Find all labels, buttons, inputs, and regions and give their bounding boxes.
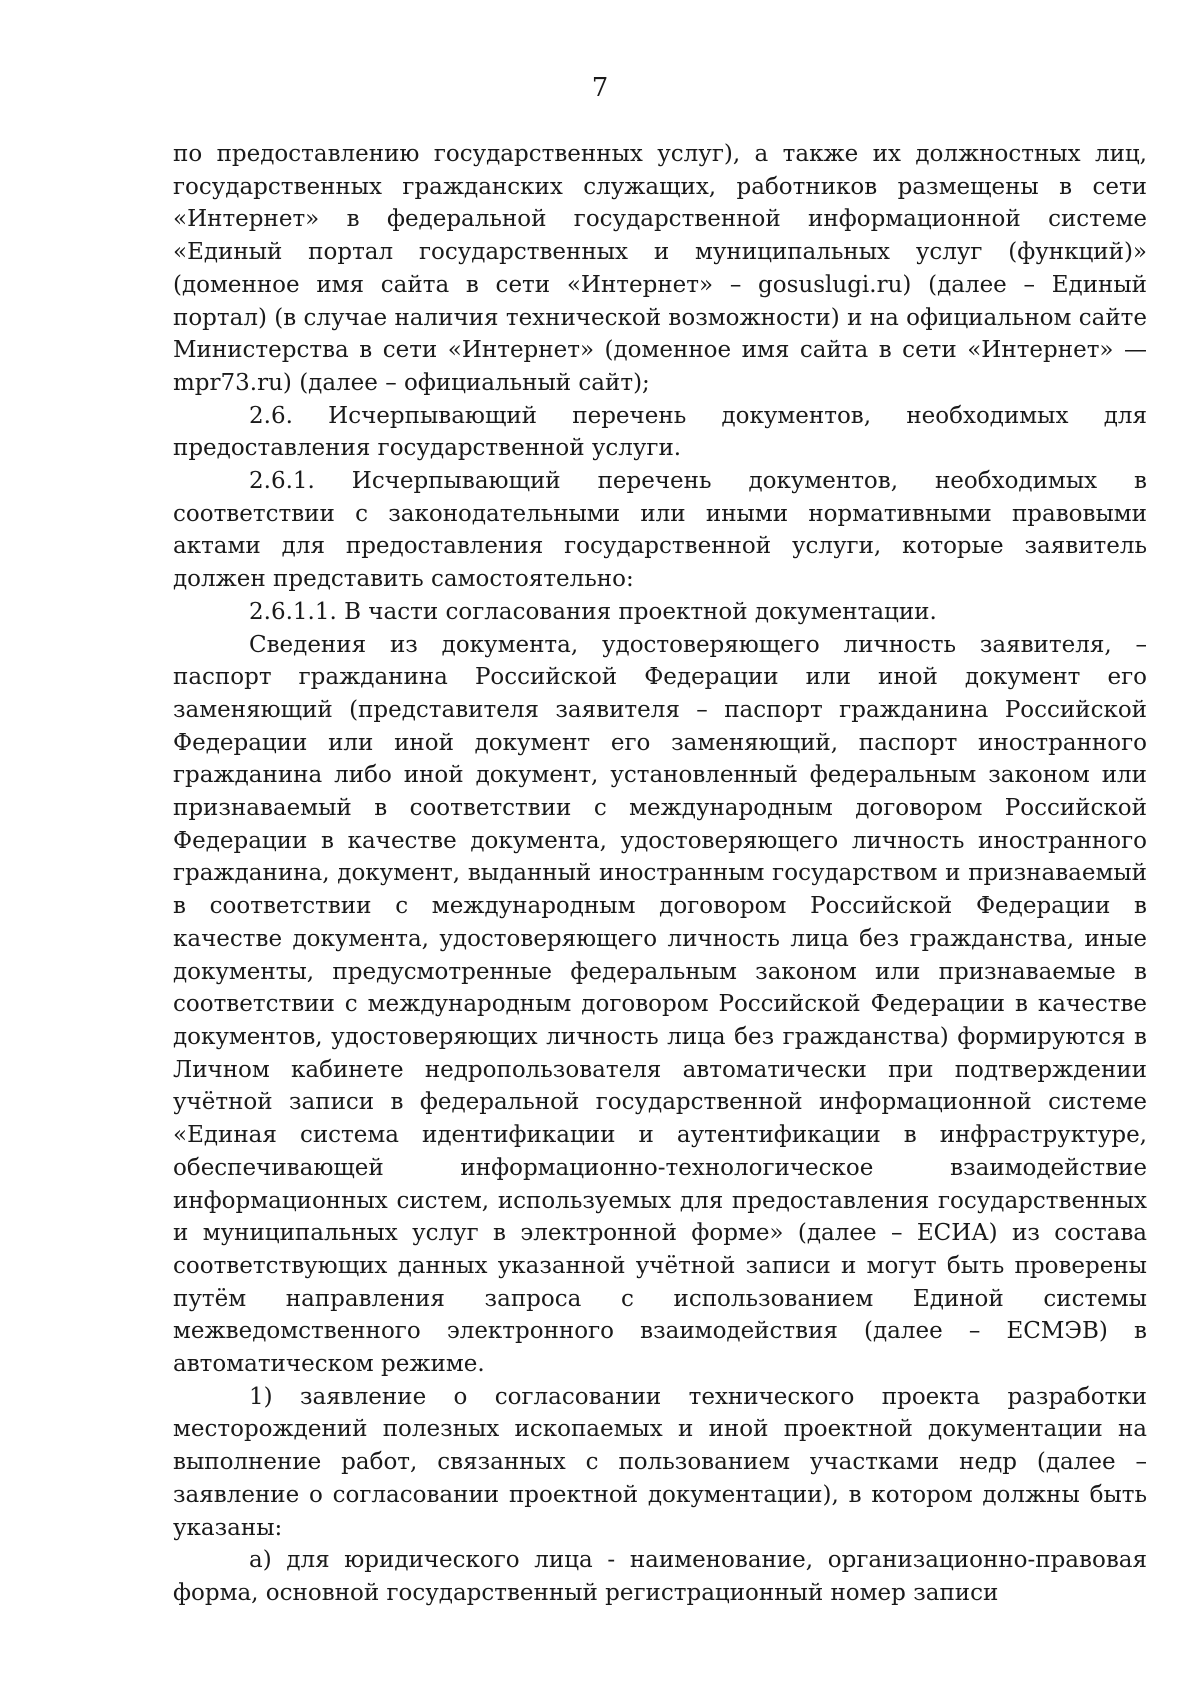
document-body [173, 138, 1147, 1610]
paragraph-continuation: по предоставлению государственных услуг), а также их должностных лиц, государственных гражданских служащих, работников размещены в сети «Интернет» в федеральной государственной информационной системе «Единый портал государственных и муниципальных услуг (функций)» (доменное имя сайта в сети «Интернет» – gosuslugi.ru) (далее – Единый портал) (в случае наличия технической возможности) и на официальном сайте Министерства в сети «Интернет» (доменное имя сайта в сети «Интернет» — mpr73.ru) (далее – официальный сайт); [173, 141, 1147, 396]
paragraph-2-6-heading: 2.6. Исчерпывающий перечень документов, необходимых для предоставления государственной услуги. [173, 402, 1147, 462]
paragraph-2-6-1: 2.6.1. Исчерпывающий перечень документов, необходимых в соответствии с законодательными или иными нормативными правовыми актами для предоставления государственной услуги, которые заявитель должен представить самостоятельно: [173, 468, 1147, 593]
paragraph-identity-documents: Сведения из документа, удостоверяющего личность заявителя, – паспорт гражданина Российской Федерации или иной документ его заменяющий (представителя заявителя – паспорт гражданина Российской Федерации или иной документ его заменяющий, паспорт иностранного гражданина либо иной документ, установленный федеральным законом или признаваемый в соответствии с международным договором Российской Федерации в качестве документа, удостоверяющего личность иностранного гражданина, документ, выданный иностранным государством и признаваемый в соответствии с международным договором Российской Федерации в качестве документа, удостоверяющего личность лица без гражданства, иные документы, предусмотренные федеральным законом или признаваемые в соответствии с международным договором Российской Федерации в качестве документов, удостоверяющих личность лица без гражданства) формируются в Личном кабинете недропользователя автоматически при подтверждении учётной записи в федеральной государственной информационной системе «Единая система идентификации и аутентификации в инфраструктуре, обеспечивающей информационно-технологическое взаимодействие информационных систем, используемых для предоставления государственных и муниципальных услуг в электронной форме» (далее – ЕСИА) из состава соответствующих данных указанной учётной записи и могут быть проверены путём направления запроса с использованием Единой системы межведомственного электронного взаимодействия (далее – ЕСМЭВ) в автоматическом режиме. [173, 631, 1147, 1378]
paragraph-item-a-legal-entity: а) для юридического лица - наименование, организационно-правовая форма, основной государственный регистрационный номер записи [173, 1547, 1147, 1606]
page-number: 7 [591, 73, 609, 103]
paragraph-item-1-application: 1) заявление о согласовании технического проекта разработки месторождений полезных ископаемых и иной проектной документации на выполнение работ, связанных с пользованием участками недр (далее – заявление о согласовании проектной документации), в котором должны быть указаны: [173, 1383, 1147, 1541]
paragraph-2-6-1-1: 2.6.1.1. В части согласования проектной документации. [249, 598, 937, 625]
